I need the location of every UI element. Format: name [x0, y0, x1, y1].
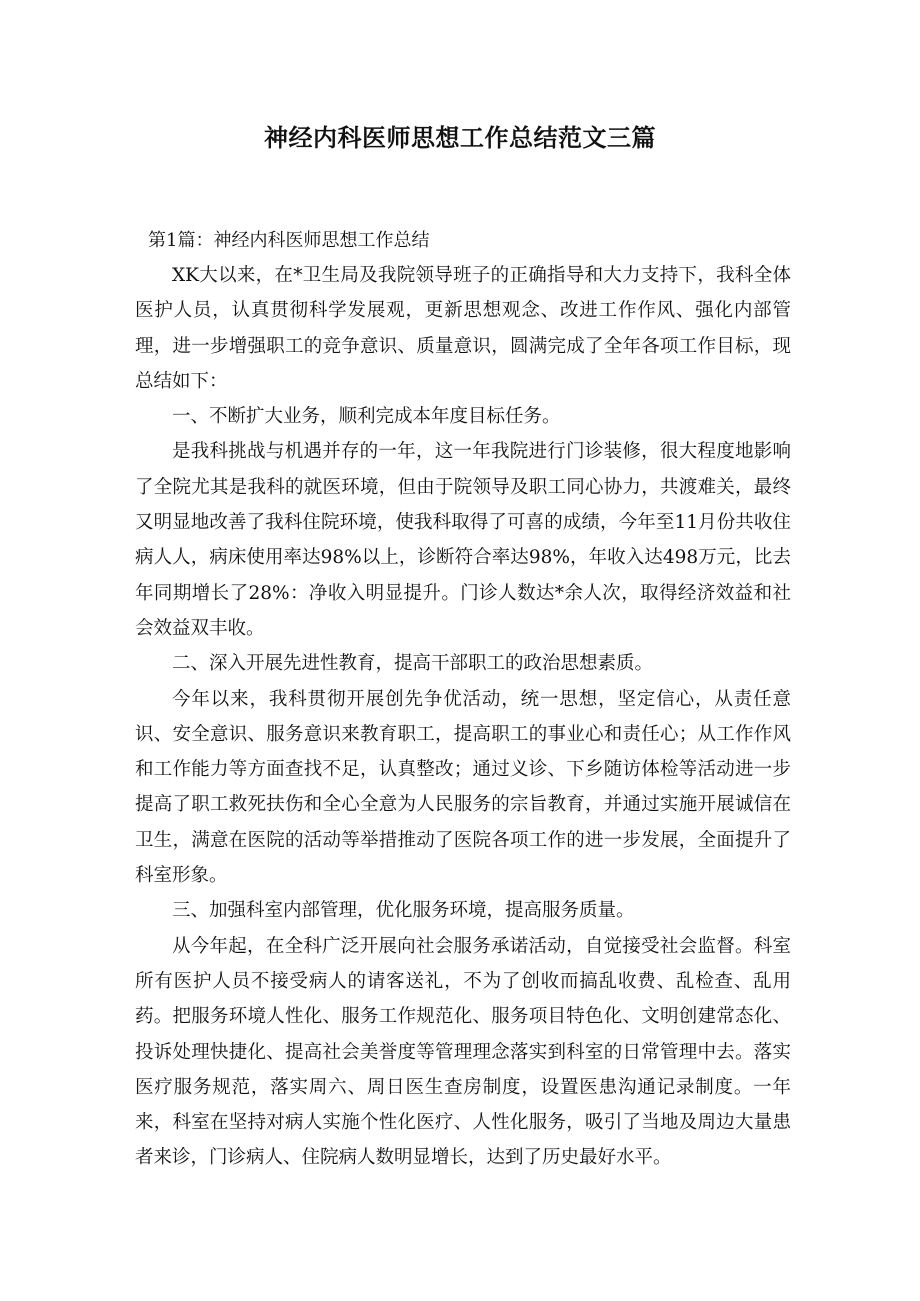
paragraph: 是我科挑战与机遇并存的一年，这一年我院进行门诊装修，很大程度地影响了全院尤其是我科的就医环境，但由于院领导及职工同心协力，共渡难关，最终又明显地改善了我科住院环境，使我科取得了可喜的成绩，今年至11月份共收住病人人，病床使用率达98%以上，诊断符合率达98%，年收入达498万元，比去年同期增长了28%：净收入明显提升。门诊人数达*余人次，取得经济效益和社会效益双丰收。 [135, 441, 791, 639]
paragraph: 从今年起，在全科广泛开展向社会服务承诺活动，自觉接受社会监督。科室所有医护人员不接受病人的请客送礼，不为了创收而搞乱收费、乱检查、乱用药。把服务环境人性化、服务工作规范化、服务项目特色化、文明创建常态化、投诉处理快捷化、提高社会美誉度等管理理念落实到科室的日常管理中去。落实医疗服务规范，落实周六、周日医生查房制度，设置医患沟通记录制度。一年来，科室在坚持对病人实施个性化医疗、人性化服务，吸引了当地及周边大量患者来诊，门诊病人、住院病人数明显增长，达到了历史最好水平。 [135, 935, 791, 1169]
document-body [135, 258, 791, 1176]
document-title: 神经内科医师思想工作总结范文三篇 [264, 124, 656, 152]
paragraph-heading: 一、不断扩大业务，顺利完成本年度目标任务。 [172, 406, 561, 428]
paragraph: 今年以来，我科贯彻开展创先争优活动，统一思想，坚定信心，从责任意识、安全意识、服务意识来教育职工，提高职工的事业心和责任心；从工作作风和工作能力等方面查找不足，认真整改；通过义诊、下乡随访体检等活动进一步提高了职工救死扶伤和全心全意为人民服务的宗旨教育，并通过实施开展诚信在卫生，满意在医院的活动等举措推动了医院各项工作的进一步发展，全面提升了科室形象。 [135, 688, 791, 887]
paragraph-heading: 二、深入开展先进性教育，提高干部职工的政治思想素质。 [172, 653, 654, 675]
paragraph: XK大以来，在*卫生局及我院领导班子的正确指导和大力支持下，我科全体医护人员，认真贯彻科学发展观，更新思想观念、改进工作作风、强化内部管理，进一步增强职工的竞争意识、质量意识，圆满完成了全年各项工作目标，现总结如下： [135, 265, 791, 392]
section-heading: 第1篇：神经内科医师思想工作总结 [148, 230, 430, 251]
paragraph-heading: 三、加强科室内部管理，优化服务环境，提高服务质量。 [172, 900, 635, 922]
